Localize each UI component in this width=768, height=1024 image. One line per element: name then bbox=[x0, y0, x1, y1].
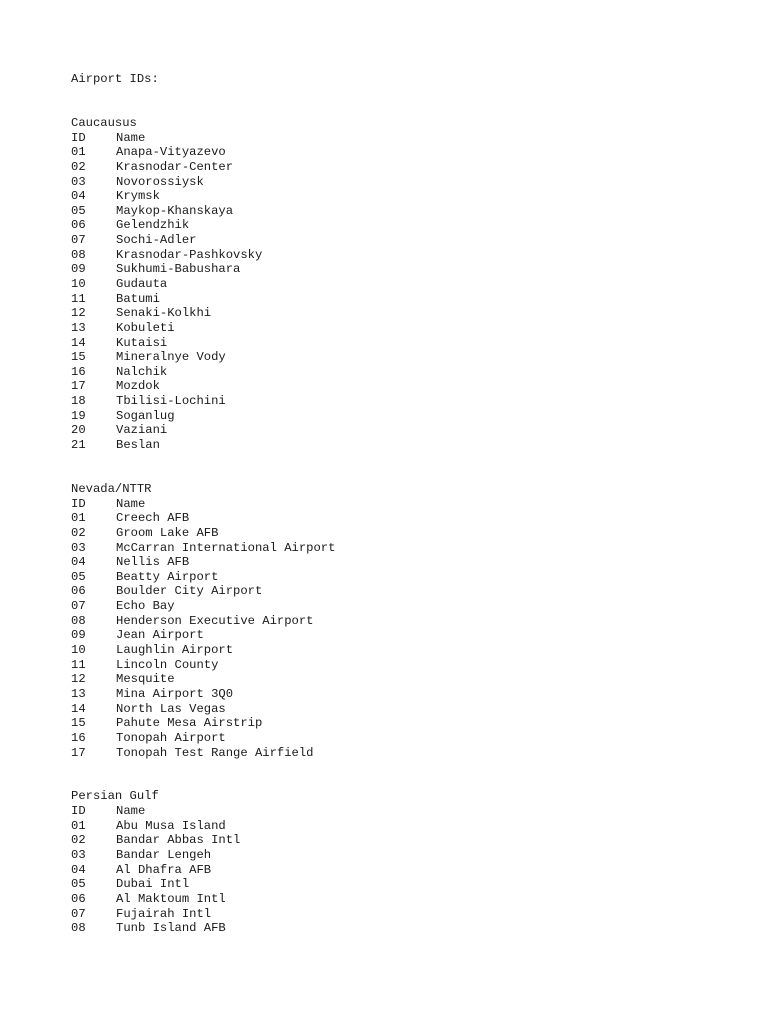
airport-id: 09 bbox=[71, 262, 86, 277]
airport-name: Bandar Lengeh bbox=[116, 848, 212, 862]
airport-name: Dubai Intl bbox=[116, 877, 190, 892]
airport-id: 19 bbox=[71, 408, 86, 423]
airport-id: 02 bbox=[71, 159, 86, 174]
table-row bbox=[71, 643, 711, 658]
airport-name: Krymsk bbox=[116, 189, 160, 204]
airport-id: 04 bbox=[71, 862, 86, 877]
airport-name: Novorossiysk bbox=[116, 174, 204, 189]
table-row bbox=[71, 658, 711, 673]
table-row bbox=[71, 599, 711, 614]
airport-id: 07 bbox=[71, 599, 86, 614]
airport-id: 15 bbox=[71, 716, 86, 731]
airport-id: 02 bbox=[71, 833, 86, 848]
table-row bbox=[71, 175, 711, 190]
table-row bbox=[71, 892, 711, 907]
table-row bbox=[71, 160, 711, 175]
airport-name: Anapa-Vityazevo bbox=[116, 145, 226, 160]
airport-name: Mina Airport 3Q0 bbox=[116, 686, 234, 701]
table-row bbox=[71, 848, 711, 863]
section-caucasus bbox=[71, 116, 711, 453]
airport-id: 08 bbox=[71, 921, 86, 936]
table-row bbox=[71, 350, 711, 365]
table-row bbox=[71, 731, 711, 746]
airport-list bbox=[71, 511, 711, 760]
table-row bbox=[71, 833, 711, 848]
airport-name: Pahute Mesa Airstrip bbox=[116, 716, 263, 731]
airport-name: Al Dhafra AFB bbox=[116, 862, 212, 877]
airport-id: 06 bbox=[71, 891, 86, 906]
airport-name: Lincoln County bbox=[116, 657, 219, 672]
airport-id: 13 bbox=[71, 320, 86, 335]
airport-name: Abu Musa Island bbox=[116, 818, 226, 833]
column-header-id: ID bbox=[71, 804, 86, 819]
airport-name: Beslan bbox=[116, 438, 160, 453]
airport-name: Nellis AFB bbox=[116, 555, 190, 570]
airport-name: Al Maktoum Intl bbox=[116, 891, 226, 906]
airport-name: Krasnodar-Pashkovsky bbox=[116, 247, 263, 262]
section-title: Caucausus bbox=[71, 115, 137, 130]
airport-id: 10 bbox=[71, 276, 86, 291]
airport-id: 08 bbox=[71, 247, 86, 262]
airport-id: 21 bbox=[71, 438, 86, 453]
table-row bbox=[71, 233, 711, 248]
table-header bbox=[71, 497, 711, 512]
table-row bbox=[71, 423, 711, 438]
airport-name: Maykop-Khanskaya bbox=[116, 203, 234, 218]
airport-id: 10 bbox=[71, 643, 86, 658]
table-row bbox=[71, 555, 711, 570]
table-row bbox=[71, 511, 711, 526]
airport-id: 15 bbox=[71, 350, 86, 365]
airport-id: 05 bbox=[71, 203, 86, 218]
airport-id: 05 bbox=[71, 877, 86, 892]
airport-id: 16 bbox=[71, 364, 86, 379]
airport-name: Sukhumi-Babushara bbox=[116, 262, 241, 277]
airport-name: Beatty Airport bbox=[116, 569, 219, 584]
airport-name: Fujairah Intl bbox=[116, 906, 212, 921]
airport-id: 18 bbox=[71, 394, 86, 409]
table-row bbox=[71, 394, 711, 409]
table-header bbox=[71, 131, 711, 146]
airport-list bbox=[71, 819, 711, 936]
airport-name: Mineralnye Vody bbox=[116, 350, 226, 365]
table-row bbox=[71, 218, 711, 233]
airport-name: Boulder City Airport bbox=[116, 584, 263, 599]
airport-name: Creech AFB bbox=[116, 511, 190, 526]
airport-name: Vaziani bbox=[116, 423, 168, 438]
airport-id: 16 bbox=[71, 730, 86, 745]
table-row bbox=[71, 863, 711, 878]
table-row bbox=[71, 819, 711, 834]
column-header-id: ID bbox=[71, 130, 86, 145]
airport-name: Laughlin Airport bbox=[116, 643, 234, 658]
airport-name: Bandar Abbas Intl bbox=[116, 833, 241, 848]
column-header-name: Name bbox=[116, 130, 146, 145]
table-row bbox=[71, 189, 711, 204]
section-persian-gulf bbox=[71, 789, 711, 935]
table-row bbox=[71, 746, 711, 761]
airport-id: 11 bbox=[71, 291, 86, 306]
table-row bbox=[71, 365, 711, 380]
table-row bbox=[71, 336, 711, 351]
airport-id: 01 bbox=[71, 818, 86, 833]
airport-name: Kutaisi bbox=[116, 335, 168, 350]
airport-id: 14 bbox=[71, 701, 86, 716]
airport-id: 11 bbox=[71, 657, 86, 672]
airport-id: 04 bbox=[71, 189, 86, 204]
airport-name: Batumi bbox=[116, 291, 160, 306]
airport-id: 05 bbox=[71, 569, 86, 584]
airport-name: Senaki-Kolkhi bbox=[116, 306, 212, 321]
table-row bbox=[71, 584, 711, 599]
table-row bbox=[71, 306, 711, 321]
table-row bbox=[71, 687, 711, 702]
airport-id: 06 bbox=[71, 218, 86, 233]
section-nevada bbox=[71, 482, 711, 760]
table-row bbox=[71, 321, 711, 336]
airport-name: Tunb Island AFB bbox=[116, 921, 226, 936]
table-row bbox=[71, 292, 711, 307]
airport-id: 20 bbox=[71, 423, 86, 438]
table-row bbox=[71, 570, 711, 585]
section-title: Nevada/NTTR bbox=[71, 481, 152, 496]
airport-id: 03 bbox=[71, 540, 86, 555]
airport-id: 06 bbox=[71, 584, 86, 599]
airport-id: 12 bbox=[71, 672, 86, 687]
airport-id: 07 bbox=[71, 906, 86, 921]
airport-id: 03 bbox=[71, 848, 86, 862]
airport-id: 04 bbox=[71, 555, 86, 570]
airport-name: Echo Bay bbox=[116, 599, 175, 614]
table-row bbox=[71, 614, 711, 629]
airport-name: Tonopah Airport bbox=[116, 730, 226, 745]
column-header-name: Name bbox=[116, 496, 146, 511]
document-title: Airport IDs: bbox=[71, 72, 159, 86]
airport-id: 02 bbox=[71, 525, 86, 540]
table-row bbox=[71, 716, 711, 731]
airport-name: Gelendzhik bbox=[116, 218, 190, 233]
airport-name: North Las Vegas bbox=[116, 701, 226, 716]
table-row bbox=[71, 672, 711, 687]
table-row bbox=[71, 409, 711, 424]
airport-name: Sochi-Adler bbox=[116, 233, 197, 248]
airport-name: Tbilisi-Lochini bbox=[116, 394, 226, 409]
table-row bbox=[71, 907, 711, 922]
table-row bbox=[71, 877, 711, 892]
airport-id: 08 bbox=[71, 613, 86, 628]
table-row bbox=[71, 541, 711, 556]
airport-name: Henderson Executive Airport bbox=[116, 613, 314, 628]
airport-name: Nalchik bbox=[116, 364, 168, 379]
table-row bbox=[71, 702, 711, 717]
airport-id: 14 bbox=[71, 335, 86, 350]
table-row bbox=[71, 262, 711, 277]
table-row bbox=[71, 379, 711, 394]
airport-id: 01 bbox=[71, 145, 86, 160]
table-row bbox=[71, 438, 711, 453]
table-row bbox=[71, 526, 711, 541]
airport-name: Tonopah Test Range Airfield bbox=[116, 745, 314, 760]
airport-name: Soganlug bbox=[116, 408, 175, 423]
table-row bbox=[71, 248, 711, 263]
table-row bbox=[71, 277, 711, 292]
table-row bbox=[71, 921, 711, 936]
airport-name: Kobuleti bbox=[116, 320, 175, 335]
section-title: Persian Gulf bbox=[71, 789, 159, 804]
airport-list bbox=[71, 145, 711, 452]
airport-name: Gudauta bbox=[116, 276, 168, 291]
airport-name: Groom Lake AFB bbox=[116, 525, 219, 540]
table-row bbox=[71, 204, 711, 219]
table-header bbox=[71, 804, 711, 819]
airport-id: 03 bbox=[71, 174, 86, 189]
airport-id: 12 bbox=[71, 306, 86, 321]
airport-name: Mozdok bbox=[116, 379, 160, 394]
table-row bbox=[71, 145, 711, 160]
table-row bbox=[71, 628, 711, 643]
airport-name: McCarran International Airport bbox=[116, 540, 336, 555]
column-header-id: ID bbox=[71, 496, 86, 511]
airport-id: 07 bbox=[71, 233, 86, 248]
column-header-name: Name bbox=[116, 804, 146, 819]
document-page bbox=[71, 72, 711, 936]
airport-id: 17 bbox=[71, 379, 86, 394]
airport-id: 13 bbox=[71, 686, 86, 701]
airport-id: 09 bbox=[71, 628, 86, 643]
airport-id: 17 bbox=[71, 745, 86, 760]
airport-name: Mesquite bbox=[116, 672, 175, 687]
airport-name: Jean Airport bbox=[116, 628, 204, 643]
airport-id: 01 bbox=[71, 511, 86, 526]
airport-name: Krasnodar-Center bbox=[116, 159, 234, 174]
